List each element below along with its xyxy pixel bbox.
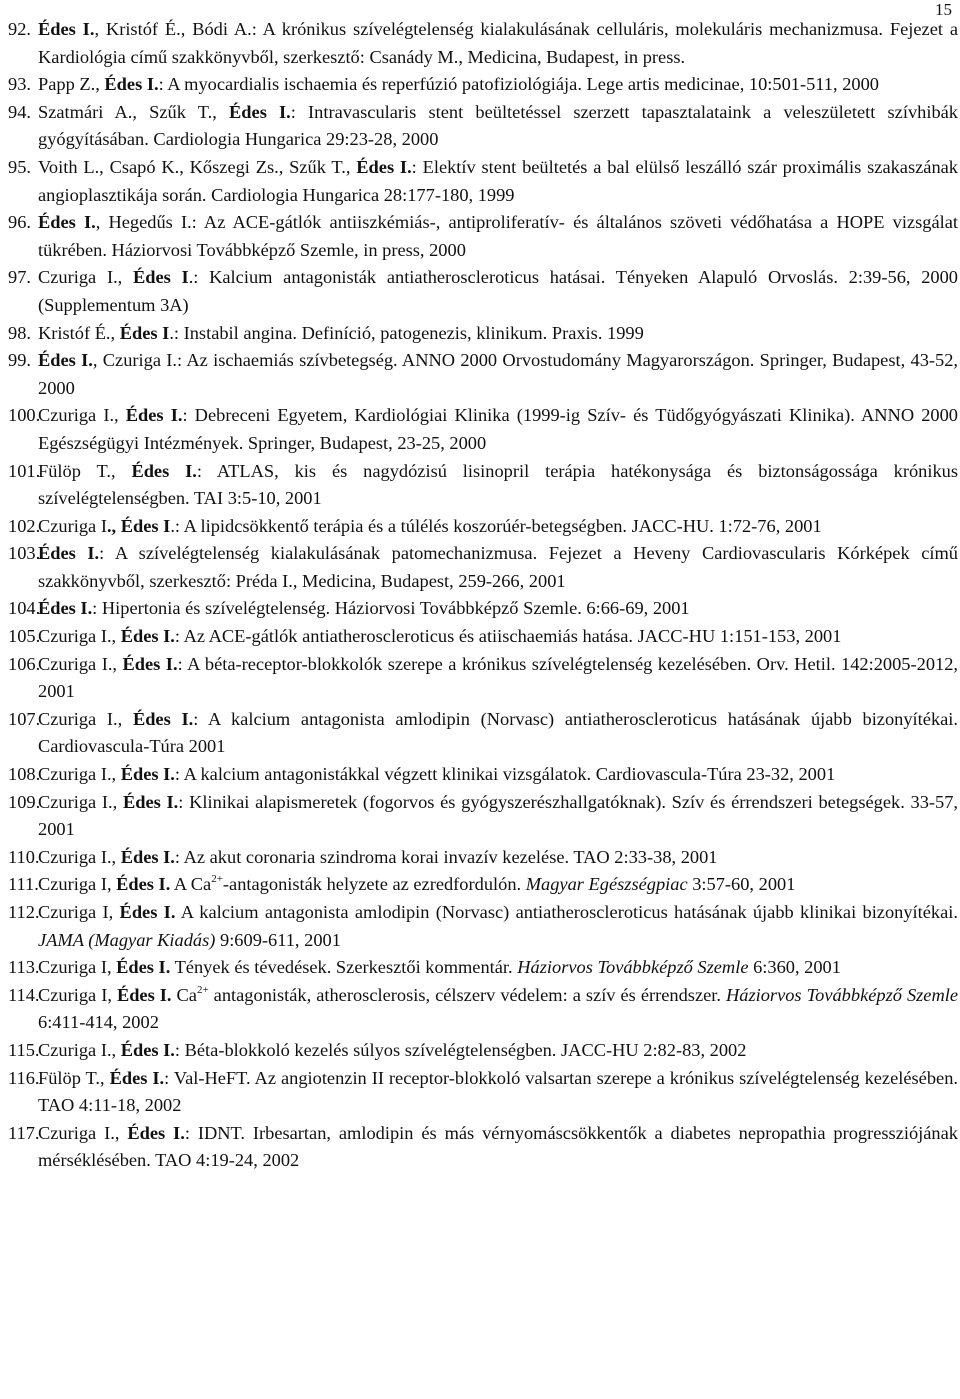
author-highlight: Édes I.: [356, 156, 412, 177]
reference-number: 106.: [8, 653, 41, 674]
author-highlight: Édes I.: [116, 957, 171, 978]
reference-text: 9:609-611, 2001: [215, 929, 341, 950]
reference-text: Fülöp T.,: [38, 1067, 110, 1088]
reference-item: [8, 899, 958, 954]
reference-number: 99.: [8, 350, 31, 371]
reference-item: [8, 209, 958, 264]
reference-text: Czuriga I.,: [38, 1039, 121, 1060]
reference-text: A kalcium antagonista amlodipin (Norvasc) antiatheroscleroticus hatásának újabb klinikai bizonyítékai.: [175, 902, 958, 922]
reference-text: Szatmári A., Szűk T.,: [38, 101, 230, 122]
reference-text: .: Kalcium antagonisták antiatheroscleroticus hatásai. Tényeken Alapuló Orvoslás. 2:39-56, 2000 (Supplementum 3A): [38, 267, 958, 315]
reference-number: 114.: [8, 984, 40, 1005]
reference-number: 93.: [8, 74, 31, 95]
reference-text: : Az akut coronaria szindroma korai invazív kezelése. TAO 2:33-38, 2001: [174, 846, 718, 867]
reference-item: [8, 16, 959, 71]
author-highlight: Édes I.: [120, 626, 175, 647]
author-highlight: Édes I.: [38, 543, 100, 564]
reference-number: 105.: [8, 626, 41, 647]
reference-text: : A szívelégtelenség kialakulásának patomechanizmusa. Fejezet a Heveny Cardiovascularis Kórképek című szakkönyvből, szerkesztő: Préda I., Medicina, Budapest, 259-266, 2001: [38, 543, 958, 591]
journal-title: JAMA (Magyar Kiadás): [38, 929, 216, 950]
author-highlight: Édes I.: [38, 19, 95, 39]
reference-text: Ca: [171, 984, 197, 1005]
reference-item: [8, 347, 959, 402]
reference-text: Kristóf É.,: [38, 322, 120, 343]
reference-text: Tények és tévedések. Szerkesztői kommentár.: [170, 957, 518, 978]
reference-text: : Klinikai alapismeretek (fogorvos és gyógyszerészhallgatóknak). Szív és érrendszeri betegségek. 33-57, 2001: [38, 791, 959, 840]
reference-number: 102.: [8, 515, 41, 536]
reference-text: : Az ACE-gátlók antiatheroscleroticus és atiischaemiás hatása. JACC-HU 1:151-153, 2001: [174, 626, 842, 647]
reference-text: Czuriga I,: [38, 957, 117, 978]
author-highlight: Édes I.: [104, 74, 159, 95]
author-highlight: Édes I.: [38, 212, 96, 233]
reference-text: Czuriga I.,: [38, 1122, 128, 1143]
reference-number: 109.: [8, 791, 41, 812]
reference-text: .: Instabil angina. Definíció, patogenezis, klinikum. Praxis. 1999: [169, 322, 644, 343]
reference-number: 101.: [8, 460, 41, 481]
reference-text: : Béta-blokkoló kezelés súlyos szívelégtelenségben. JACC-HU 2:82-83, 2002: [174, 1039, 747, 1060]
author-highlight: Édes I.: [132, 708, 194, 729]
reference-number: 95.: [8, 156, 31, 177]
reference-item: [8, 789, 959, 844]
author-highlight: Édes I.: [109, 1067, 165, 1088]
reference-item: [8, 71, 958, 99]
reference-item: [8, 458, 958, 513]
reference-text: Czuriga I.,: [38, 764, 121, 785]
reference-text: Voith L., Csapó K., Kőszegi Zs., Szűk T.,: [38, 156, 357, 177]
reference-text: : A béta-receptor-blokkolók szerepe a krónikus szívelégtelenség kezelésében. Orv. Hetil. 142:2005-2012, 2001: [38, 653, 958, 702]
reference-text: 6:411-414, 2002: [38, 1012, 159, 1033]
author-highlight: Édes I: [119, 322, 170, 343]
author-highlight: Édes I.: [120, 764, 175, 785]
reference-text: Papp Z.,: [38, 74, 105, 95]
reference-item: [8, 1037, 958, 1065]
reference-number: 111.: [8, 874, 39, 895]
author-highlight: Édes I.: [229, 101, 291, 122]
reference-text: 3:57-60, 2001: [687, 874, 796, 895]
author-highlight: Édes I.: [116, 874, 171, 895]
reference-text: , Hegedűs I.: Az ACE-gátlók antiiszkémiás-, antiproliferatív- és általános szöveti védőhatása a HOPE vizsgálat tükrében. Háziorvosi Továbbképző Szemle, in press, 2000: [38, 212, 958, 260]
reference-number: 116.: [8, 1067, 40, 1088]
reference-item: [8, 154, 958, 209]
reference-text: : A kalcium antagonistákkal végzett klinikai vizsgálatok. Cardiovascula-Túra 23-32, 2001: [174, 764, 836, 785]
reference-text: , Czuriga I.: Az ischaemiás szívbetegség. ANNO 2000 Orvostudomány Magyarországon. Springer, Budapest, 43-52, 2000: [38, 350, 959, 398]
reference-number: 98.: [8, 322, 31, 343]
author-highlight: Édes I.: [116, 984, 172, 1005]
reference-text: Czuriga I,: [38, 874, 117, 895]
reference-text: antagonisták, atherosclerosis, célszerv védelem: a szív és érrendszer.: [208, 984, 726, 1005]
reference-item: [8, 761, 958, 789]
reference-text: -antagonisták helyzete az ezredfordulón.: [222, 874, 526, 895]
reference-text: Fülöp T.,: [38, 460, 132, 481]
reference-item: [8, 1065, 959, 1120]
reference-item: [8, 99, 959, 154]
reference-text: : Intravascularis stent beültetéssel szerzett tapasztalataink a veleszületett szívhibák gyógyításában. Cardiologia Hungarica 29:23-28, 2000: [38, 101, 959, 150]
reference-text: : A myocardialis ischaemia és reperfúzió patofiziológiája. Lege artis medicinae, 10:501-511, 2000: [158, 74, 879, 95]
reference-text: Czuriga I.,: [38, 846, 121, 867]
reference-number: 103.: [8, 543, 41, 564]
author-highlight: Édes I.: [38, 350, 93, 371]
journal-title: Háziorvos Továbbképző Szemle: [517, 957, 749, 978]
author-highlight: Édes I: [132, 267, 189, 288]
reference-number: 108.: [8, 764, 41, 785]
reference-number: 100.: [8, 405, 41, 426]
reference-text: : Elektív stent beültetés a bal elülső leszálló szár proximális szakaszának angioplasztikája során. Cardiologia Hungarica 28:177-180, 1999: [38, 156, 958, 205]
reference-item: [8, 651, 958, 706]
author-highlight: Édes I.: [119, 902, 176, 922]
reference-list: [8, 16, 959, 1175]
reference-text: : ATLAS, kis és nagydózisú lisinopril terápia hatékonysága és biztonságossága krónikus szívelégtelenségben. TAI 3:5-10, 2001: [38, 460, 958, 509]
reference-item: [8, 954, 958, 982]
reference-item: [8, 1120, 958, 1175]
journal-title: Háziorvos Továbbképző Szemle: [725, 984, 959, 1005]
reference-text: Czuriga I.,: [38, 405, 126, 426]
reference-text: Czuriga I.,: [38, 791, 123, 812]
reference-text: 6:360, 2001: [748, 957, 841, 978]
reference-text: .: A lipidcsökkentő terápia és a túlélés koszorúér-betegségben. JACC-HU. 1:72-76, 2001: [170, 515, 822, 536]
author-highlight: ., Édes I: [106, 515, 171, 536]
reference-number: 94.: [8, 101, 31, 122]
reference-number: 97.: [8, 267, 31, 288]
reference-text: Czuriga I: [38, 515, 107, 536]
reference-item: [8, 540, 958, 595]
author-highlight: Édes I.: [122, 653, 178, 674]
reference-text: : A kalcium antagonista amlodipin (Norvasc) antiatheroscleroticus hatásának újabb bizonyítékai. Cardiovascula-Túra 2001: [38, 708, 959, 757]
reference-number: 117.: [8, 1122, 40, 1143]
author-highlight: Édes I.: [120, 846, 175, 867]
reference-item: [8, 623, 958, 651]
author-highlight: Édes I.: [127, 1122, 185, 1143]
superscript: 2+: [196, 983, 209, 996]
reference-number: 96.: [8, 212, 31, 233]
reference-item: [8, 706, 959, 761]
reference-number: 115.: [8, 1039, 40, 1060]
author-highlight: Édes I.: [38, 598, 93, 619]
reference-text: : Hipertonia és szívelégtelenség. Háziorvosi Továbbképző Szemle. 6:66-69, 2001: [92, 598, 690, 619]
reference-item: [8, 844, 958, 872]
reference-item: [8, 871, 958, 899]
page-number: 15: [935, 0, 952, 19]
reference-item: [8, 513, 958, 541]
reference-text: : Debreceni Egyetem, Kardiológiai Klinika (1999-ig Szív- és Tüdőgyógyászati Klinika). ANNO 2000 Egészségügyi Intézmények. Springer, Budapest, 23-25, 2000: [38, 405, 958, 453]
reference-text: A Ca: [170, 874, 212, 895]
reference-number: 110.: [8, 846, 40, 867]
reference-item: [8, 402, 958, 457]
reference-text: Czuriga I.,: [38, 267, 133, 288]
reference-text: : IDNT. Irbesartan, amlodipin és más vérnyomáscsökkentők a diabetes nepropathia progressziójának mérséklésében. TAO 4:19-24, 2002: [38, 1122, 958, 1171]
reference-text: Czuriga I,: [38, 902, 120, 922]
reference-number: 113.: [8, 957, 40, 978]
reference-item: [8, 264, 958, 319]
reference-text: Czuriga I.,: [38, 653, 123, 674]
reference-number: 112.: [8, 902, 40, 922]
reference-text: : Val-HeFT. Az angiotenzin II receptor-blokkoló valsartan szerepe a krónikus szívelégtelenség kezelésében. TAO 4:11-18, 2002: [38, 1067, 959, 1116]
reference-number: 107.: [8, 708, 41, 729]
reference-item: [8, 982, 959, 1037]
reference-number: 92.: [8, 19, 31, 39]
superscript: 2+: [211, 873, 223, 886]
reference-text: , Kristóf É., Bódi A.: A krónikus szívelégtelenség kialakulásának celluláris, molekuláris mechanizmusa. Fejezet a Kardiológia című szakkönyvből, szerkesztő: Csanády M., Medicina, Budapest, in press.: [38, 19, 959, 67]
author-highlight: Édes I.: [122, 791, 179, 812]
reference-item: [8, 320, 958, 348]
author-highlight: Édes I.: [120, 1039, 175, 1060]
author-highlight: Édes I.: [131, 460, 197, 481]
reference-number: 104.: [8, 598, 41, 619]
journal-title: Magyar Egészségpiac: [525, 874, 688, 895]
reference-text: Czuriga I.,: [38, 708, 133, 729]
reference-text: Czuriga I.,: [38, 626, 121, 647]
reference-text: Czuriga I,: [38, 984, 117, 1005]
author-highlight: Édes I.: [125, 405, 183, 426]
reference-item: [8, 595, 958, 623]
